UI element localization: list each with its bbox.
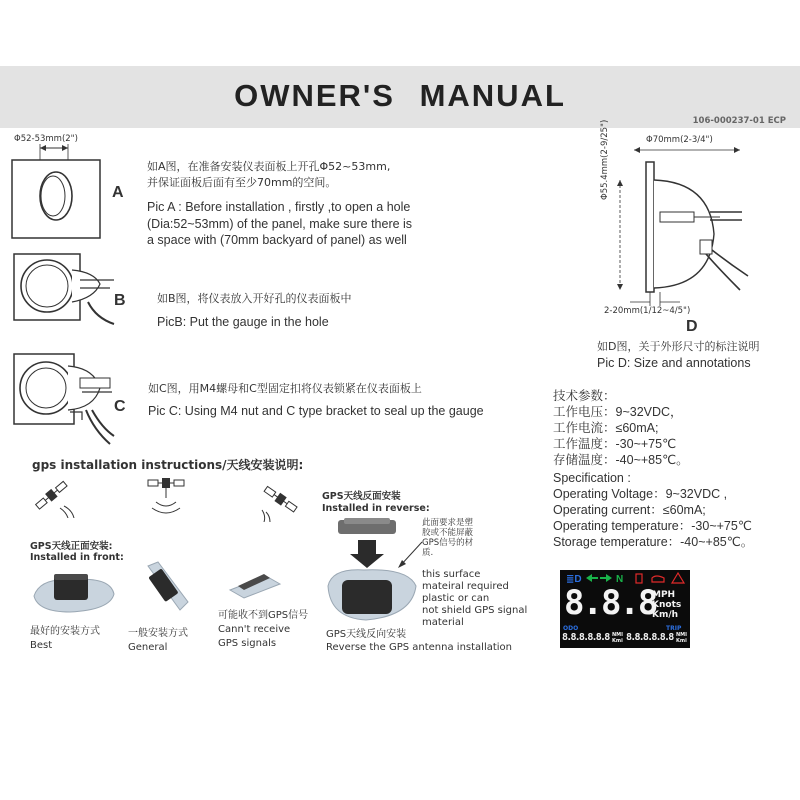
pic-d-dim-top: Φ70mm(2-3/4")	[646, 135, 713, 145]
pic-d-dim-bottom: 2-20mm(1/12~4/5")	[604, 306, 691, 316]
unit-knots: Knots	[652, 600, 682, 610]
page-title: OWNER'S MANUAL	[234, 78, 566, 113]
right-arrow-icon	[600, 577, 606, 579]
pic-a-en-line2: (Dia:52~53mm) of the panel, make sure there is	[147, 217, 413, 231]
trip-label: TRIP	[666, 625, 682, 632]
pic-b-drawing	[10, 250, 120, 330]
gps-reverse-cn: GPS天线反面安装	[322, 491, 401, 502]
pic-a-en-line1: Pic A : Before installation , firstly ,to open a hole	[147, 200, 411, 214]
spec-en-line: Storage temperature：-40~+85℃。	[553, 535, 754, 549]
odo-digits: 8.8.8.8.8.8	[562, 632, 609, 643]
unit-mph: MPH	[652, 590, 676, 600]
caption-cannot-en2: GPS signals	[218, 638, 277, 649]
note-cn-line: 质.	[422, 548, 434, 558]
spec-cn-line: 工作温度：-30~+75℃	[553, 437, 677, 451]
oil-icon	[652, 576, 664, 582]
kmi-label: Kmi	[676, 638, 687, 644]
nmi-label: NMI	[676, 632, 688, 638]
specs-block	[553, 388, 753, 550]
gps-section-title: gps installation instructions/天线安装说明:	[32, 458, 304, 472]
pic-b-cn: 如B图，将仪表放入开好孔的仪表面板中	[157, 292, 352, 305]
spec-en-line: Operating Voltage：9~32VDC ,	[553, 487, 728, 501]
satellite-icon	[258, 482, 308, 522]
note-en-line: mateiral required	[422, 581, 509, 592]
note-en-line: not shield GPS signal	[422, 605, 528, 616]
caption-best-cn: 最好的安装方式	[30, 626, 100, 637]
satellite-icon	[30, 478, 80, 518]
pic-c-cn: 如C图，用M4螺母和C型固定扣将仪表锁紧在仪表面板上	[148, 382, 422, 395]
note-en-line: plastic or can	[422, 593, 490, 604]
neutral-icon: N	[616, 574, 624, 585]
trip-unit	[676, 632, 687, 644]
gps-reverse-en: Installed in reverse:	[322, 503, 430, 514]
caption-general-en: General	[128, 642, 168, 653]
trip-digits: 8.8.8.8.8.8	[626, 632, 673, 643]
caption-cannot-cn: 可能收不到GPS信号	[218, 610, 309, 621]
gps-front-en: Installed in front:	[30, 552, 124, 563]
speed-digits: 8.8.8	[564, 583, 657, 623]
pic-b-letter: B	[114, 292, 126, 309]
lcd-display	[560, 570, 690, 648]
note-en-line: material	[422, 617, 464, 628]
pic-c-en: Pic C: Using M4 nut and C type bracket to seal up the gauge	[148, 404, 484, 418]
spec-en-line: Operating temperature：-30~+75℃	[553, 519, 752, 533]
pic-d-en: Pic D: Size and annotations	[597, 356, 751, 370]
note-cn-line: 此面要求是塑	[422, 518, 474, 528]
pic-a-drawing	[10, 140, 110, 240]
antenna-side-mount	[138, 556, 198, 618]
pic-d-dim-height: Φ55.4mm(2-9/25")	[600, 119, 610, 200]
odo-unit	[612, 632, 623, 644]
gps-note-cn	[422, 518, 473, 558]
document-code: 106-000237-01 ECP	[692, 116, 786, 126]
pic-a-cn-line1: 如A图，在准备安装仪表面板上开孔Φ52~53mm,	[147, 160, 391, 173]
odo-label: ODO	[563, 625, 579, 632]
caption-cannot-en1: Cann't receive	[218, 624, 291, 635]
gps-note-en	[422, 569, 527, 629]
spec-en-title: Specification :	[553, 471, 631, 485]
note-cn-line: 胶或不能屏蔽	[422, 528, 474, 538]
caption-reverse-cn: GPS天线反向安装	[326, 629, 407, 640]
warning-icon	[672, 573, 684, 583]
nmi-label: NMI	[612, 632, 624, 638]
antenna-reverse-mount	[322, 516, 422, 636]
spec-cn-line: 工作电流：≤60mA;	[553, 421, 659, 435]
pic-a-cn-line2: 并保证面板后面有至少70mm的空间。	[147, 176, 337, 189]
kmi-label: Kmi	[612, 638, 623, 644]
unit-labels	[652, 590, 681, 620]
note-en-line: this surface	[422, 569, 481, 580]
satellite-icon	[144, 474, 194, 518]
spec-cn-line: 工作电压：9~32VDC，	[553, 405, 683, 419]
pic-d-cn: 如D图，关于外形尺寸的标注说明	[597, 340, 760, 353]
caption-reverse-en: Reverse the GPS antenna installation	[326, 642, 513, 653]
caption-general-cn: 一般安装方式	[128, 628, 188, 639]
caption-best-en: Best	[30, 640, 53, 651]
pic-a-dimension: Φ52-53mm(2")	[14, 134, 78, 144]
spec-cn-title: 技术参数：	[553, 389, 616, 403]
note-cn-line: GPS信号的材	[422, 538, 474, 548]
fuel-icon	[636, 574, 642, 583]
left-arrow-icon	[586, 574, 592, 582]
pic-c-drawing	[10, 350, 120, 450]
unit-kmh: Km/h	[652, 610, 679, 620]
pic-d-drawing	[590, 140, 790, 315]
pic-d-letter: D	[686, 318, 698, 335]
spec-cn-line: 存储温度：-40~+85℃。	[553, 453, 689, 467]
pic-c-letter: C	[114, 398, 126, 415]
pic-b-en: PicB: Put the gauge in the hole	[157, 315, 329, 329]
antenna-front-mount	[30, 566, 120, 616]
gps-front-cn: GPS天线正面安装:	[30, 541, 113, 552]
pic-a-en-line3: a space with (70mm backyard of panel) as well	[147, 233, 407, 247]
pic-a-letter: A	[112, 184, 124, 201]
headlight-icon: ≣D	[566, 574, 582, 585]
spec-en-line: Operating current：≤60mA;	[553, 503, 706, 517]
antenna-flat-mount	[226, 562, 286, 602]
